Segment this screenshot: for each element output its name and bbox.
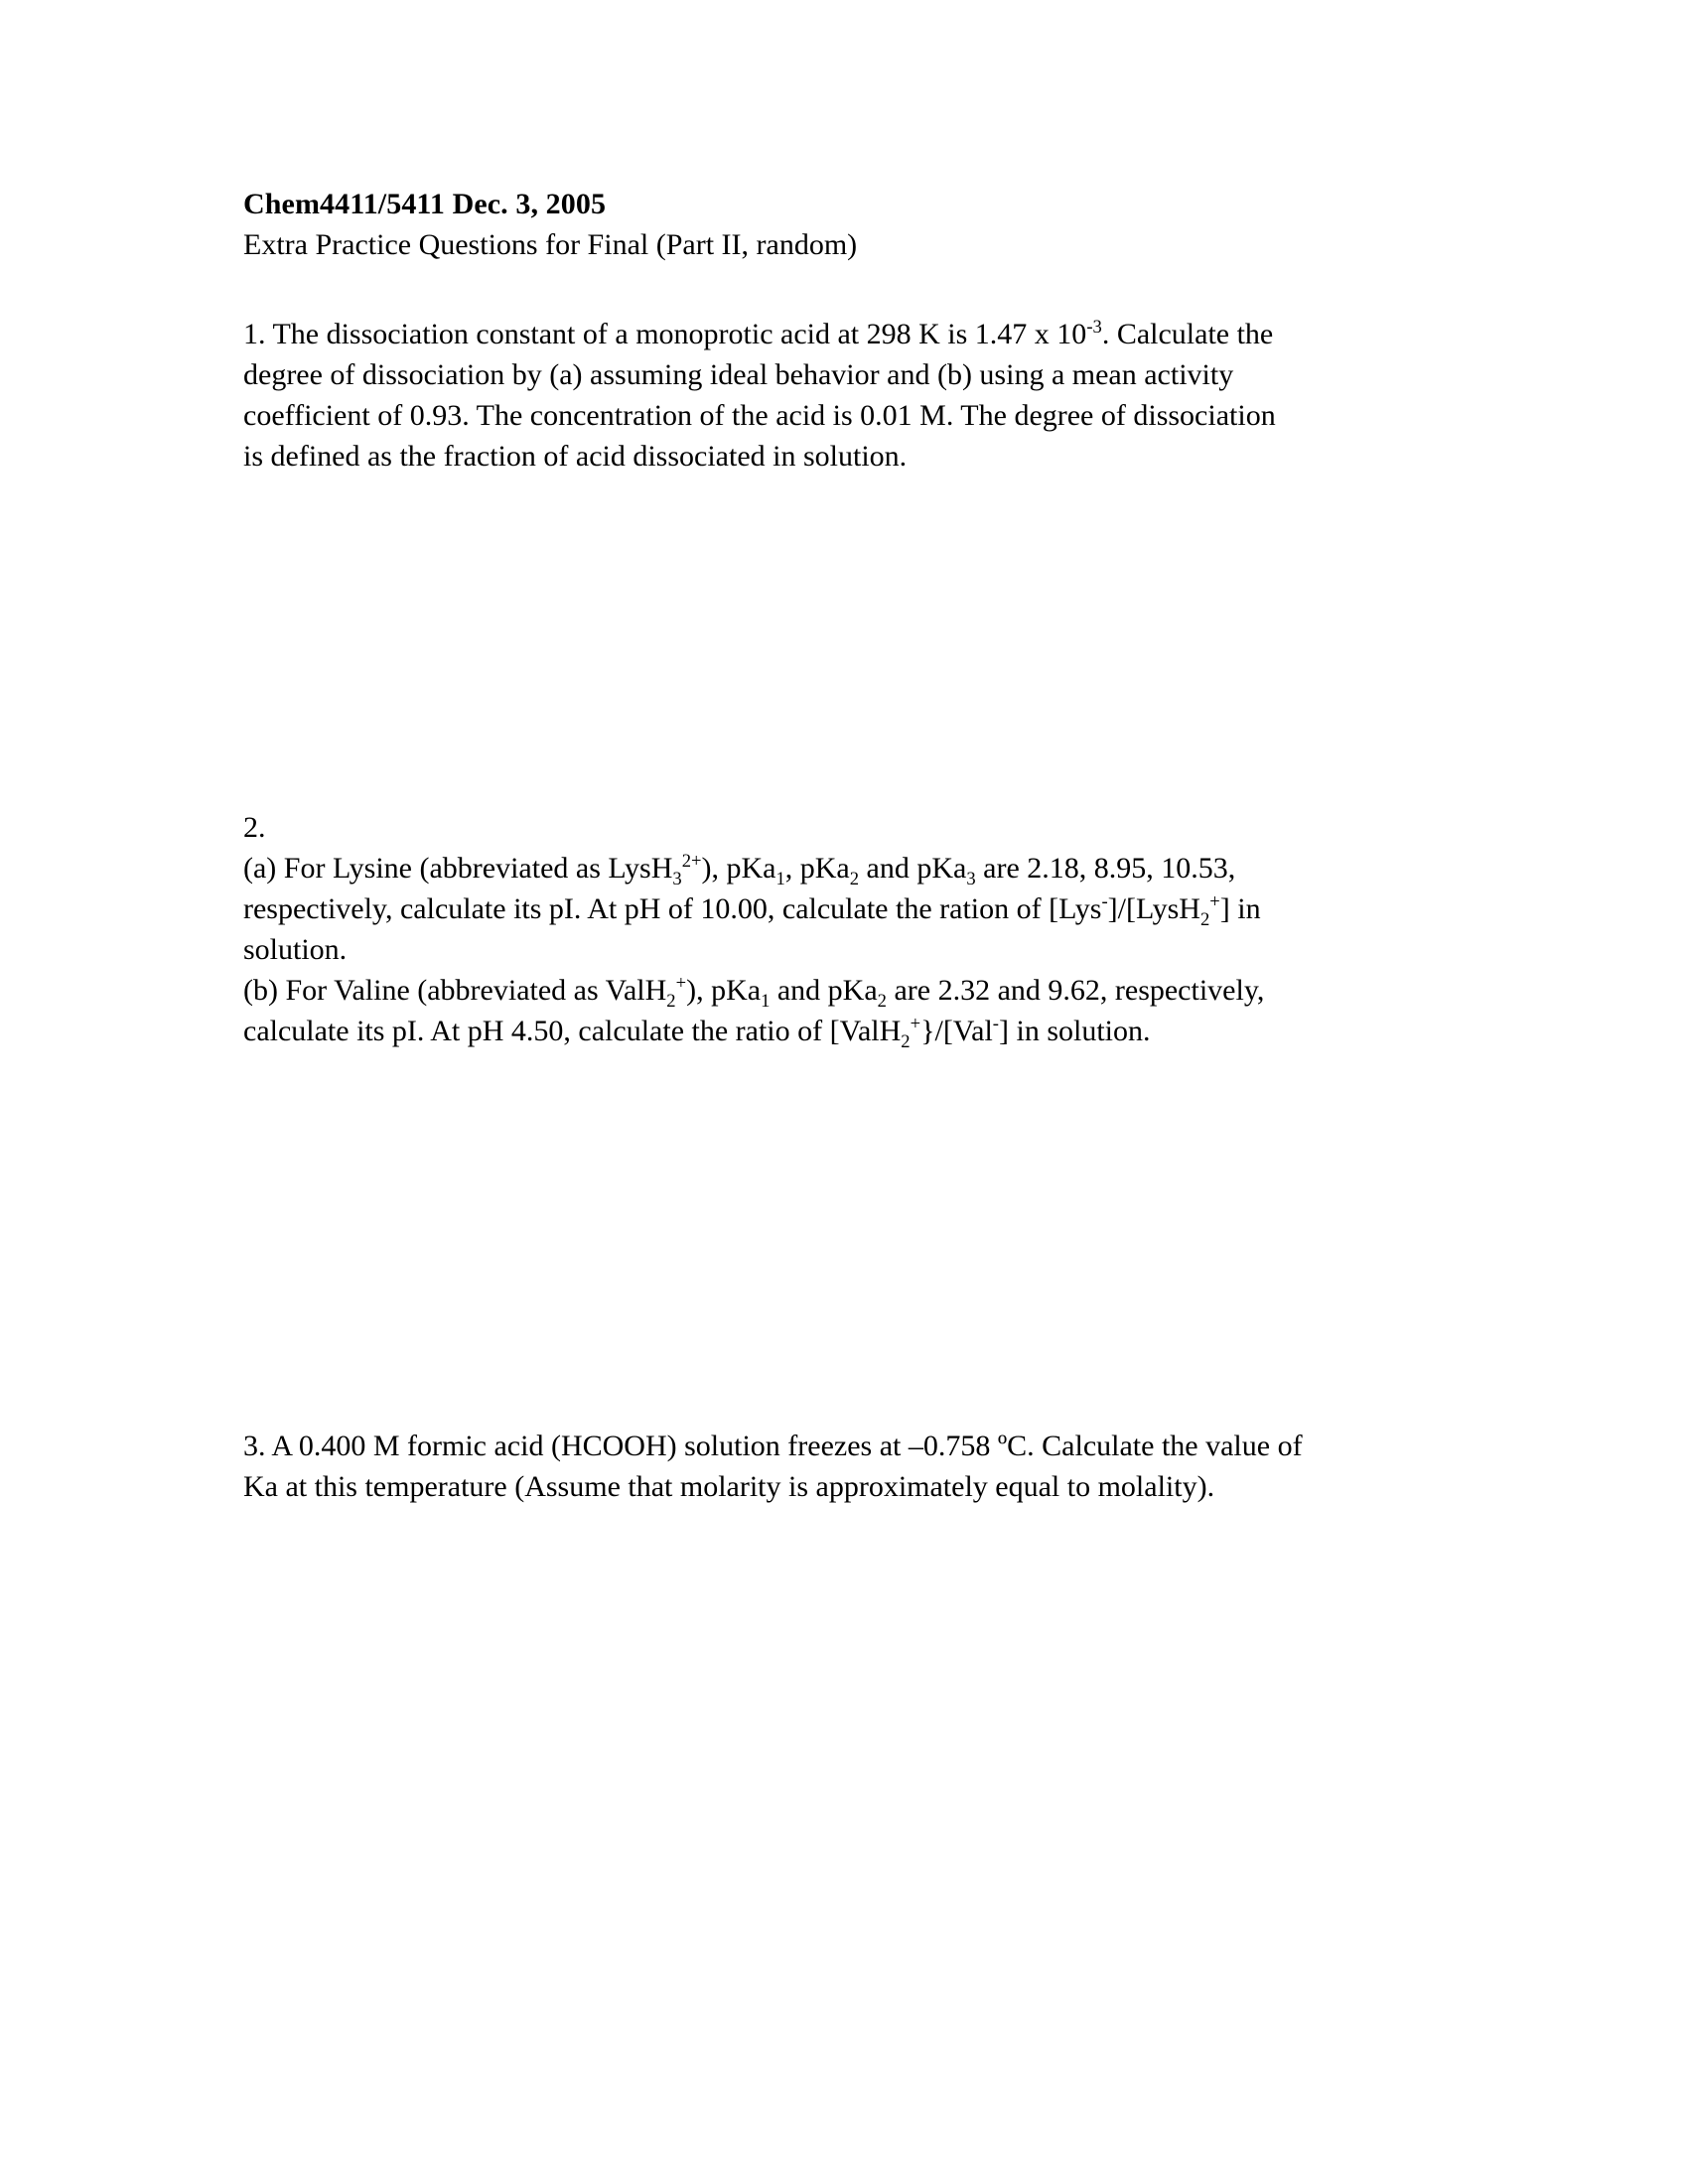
q2a-l1-p5: are 2.18, 8.95, 10.53, xyxy=(975,852,1236,885)
q2a-l1-p3: , pKa xyxy=(784,852,850,885)
question-1-line-1 xyxy=(243,314,1410,354)
valh-subscript-two: 2 xyxy=(666,991,676,1012)
val-pka-subscript-2: 2 xyxy=(877,991,887,1012)
pka-subscript-3: 3 xyxy=(966,869,976,889)
question-3-line-2: Ka at this temperature (Assume that molarity is approximately equal to molality). xyxy=(243,1470,1215,1503)
document-title: Chem4411/5411 Dec. 3, 2005 xyxy=(243,188,607,220)
q2a-l1-p1: (a) For Lysine (abbreviated as LysH xyxy=(243,852,673,885)
lysh-subscript-two: 2 xyxy=(1199,909,1210,930)
q2b-l1-p2: ), pKa xyxy=(686,974,762,1007)
question-1-line-4: is defined as the fraction of acid dissociated in solution. xyxy=(243,440,908,473)
q2a-l1-p2: ), pKa xyxy=(701,852,776,885)
question-2a-line-3: solution. xyxy=(243,933,348,966)
val-minus-charge: - xyxy=(992,1014,999,1034)
pka-subscript-2: 2 xyxy=(849,869,860,889)
question-2-number: 2. xyxy=(243,811,266,844)
question-1-line-3: coefficient of 0.93. The concentration of the acid is 0.01 M. The degree of dissociation xyxy=(243,399,1276,432)
q2a-l1-p4: and pKa xyxy=(859,852,967,885)
valh2-plus-charge: + xyxy=(910,1014,921,1034)
q2b-l1-p1: (b) For Valine (abbreviated as ValH xyxy=(243,974,667,1007)
question-2b-line-1 xyxy=(243,970,1410,1011)
question-2a-line-1 xyxy=(243,848,1410,888)
q2b-l2-p1: calculate its pI. At pH 4.50, calculate the ratio of [ValH xyxy=(243,1015,902,1047)
lys-minus-charge: - xyxy=(1101,891,1108,912)
valh-plus-charge: + xyxy=(675,973,687,994)
val-pka-subscript-1: 1 xyxy=(761,991,771,1012)
question-1-line-1-tail: . Calculate the xyxy=(1101,318,1274,350)
answer-space-2 xyxy=(243,1051,1410,1426)
q2b-l2-p2: }/[Val xyxy=(920,1015,993,1047)
document-body xyxy=(243,185,1410,1507)
document-subtitle: Extra Practice Questions for Final (Part II, random) xyxy=(243,228,858,261)
question-3-line-1: 3. A 0.400 M formic acid (HCOOH) solution freezes at –0.758 ºC. Calculate the value of xyxy=(243,1430,1303,1462)
question-1-line-1-text: 1. The dissociation constant of a monoprotic acid at 298 K is 1.47 x 10 xyxy=(243,318,1087,350)
q2b-l1-p3: and pKa xyxy=(770,974,878,1007)
question-2a-line-2 xyxy=(243,888,1410,929)
valh2-subscript: 2 xyxy=(901,1031,911,1052)
question-2b-line-2 xyxy=(243,1011,1410,1051)
exponent-minus-three: -3 xyxy=(1086,317,1102,338)
q2b-l2-p3: ] in solution. xyxy=(999,1015,1151,1047)
question-1-line-2: degree of dissociation by (a) assuming ideal behavior and (b) using a mean activity xyxy=(243,358,1234,391)
question-2 xyxy=(243,807,1410,1051)
q2a-l2-p2: ]/[LysH xyxy=(1107,892,1200,925)
question-1 xyxy=(243,314,1410,477)
q2a-l2-p1: respectively, calculate its pI. At pH of 10.00, calculate the ration of [Lys xyxy=(243,892,1102,925)
superscript-two-plus: 2+ xyxy=(681,851,702,872)
pka-subscript-1: 1 xyxy=(775,869,785,889)
lysh-plus-charge: + xyxy=(1209,891,1220,912)
q2a-l2-p3: ] in xyxy=(1219,892,1261,925)
q2b-l1-p4: are 2.32 and 9.62, respectively, xyxy=(886,974,1265,1007)
answer-space-1 xyxy=(243,477,1410,807)
question-3 xyxy=(243,1426,1410,1507)
subscript-three: 3 xyxy=(672,869,682,889)
